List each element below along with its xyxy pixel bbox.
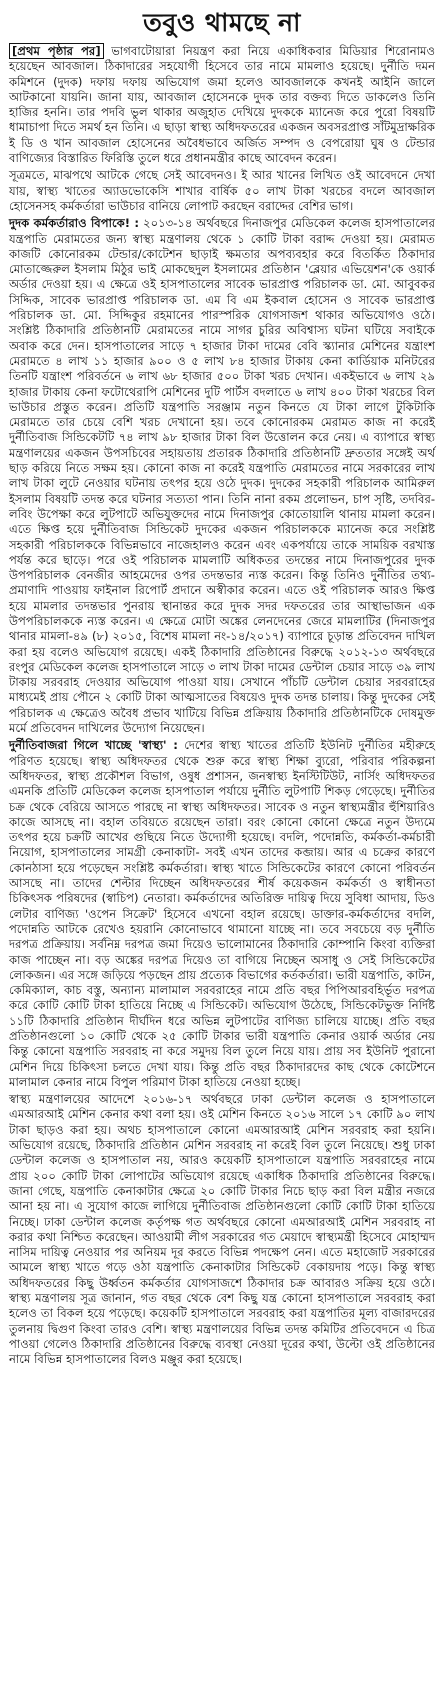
intro-text-2: সূত্রমতে, মাঝপথে আটকে গেছে সেই আবেদনও। ই আর খানের লিখিত ওই আবেদনে দেখা যায়, স্বাস্থ্য খাতের অ্যাডভোকেসি শাখার বার্ষিক ৫০ লাখ টাকা খরচের বদলে আবজাল হোসেনসহ কর্মকর্তারা ভাউচার বানিয়ে লোপাট করছেন বরাদ্দের বেশির ভাগ। <box>9 168 435 213</box>
section-2-paragraph <box>9 738 435 1090</box>
intro-paragraph-1 <box>9 44 435 166</box>
section-1-body: ২০১৩-১৪ অর্থবছরে দিনাজপুর মেডিকেল কলেজ হাসপাতালের যন্ত্রপাতি মেরামতের জন্য স্বাস্থ্য মন্ত্রণালয় থেকে ১ কোটি টাকা বরাদ্দ দেওয়া হয়। মেরামত কাজটি কোনোরকম টেন্ডার/কোটেশন ছাড়াই ক্ষমতার অপব্যবহার করে বিতর্কিত ঠিকাদার মোতাজ্জেরুল ইসলাম মিঠুর ভাই মোকছেদুল ইসলামের প্রতিষ্ঠান 'ব্লেয়ার এভিয়েশন'কে ওয়ার্ক অর্ডার দেওয়া হয়। এ ক্ষেত্রে ওই হাসপাতালের সাবেক ভারপ্রাপ্ত পরিচালক ডা. মো. আবুবকর সিদ্দিক, সাবেক ভারপ্রাপ্ত পরিচালক ডা. এম বি এম ইকবাল হোসেন ও সাবেক ভারপ্রাপ্ত পরিচালক ডা. মো. সিদ্দিকুর রহমানের পারস্পরিক যোগসাজশ থাকার অভিযোগও ওঠে। সংশ্লিষ্ট ঠিকাদারি প্রতিষ্ঠানটি মেরামতের নামে সাগর চুরির অবিশ্বাস্য ঘটনা ঘটিয়ে সবাইকে অবাক করে দেন। হাসপাতালের সাড়ে ৭ হাজার টাকা দামের বেবি স্ক্যানার মেশিনের যন্ত্রাংশ মেরামতে ৪ লাখ ১১ হাজার ৯০০ ও ৫ লাখ ৮৪ হাজার টাকায় কেনা কার্ডিয়াক মনিটরের তিনটি যন্ত্রাংশ পরিবর্তনে ৬ লাখ ৬৮ হাজার ৫০০ টাকা খরচ দেখান। একইভাবে ৬ লাখ ২৯ হাজার টাকায় কেনা ফটোথেরাপি মেশিনের দুটি পার্টস বদলাতে ৬ লাখ ৪০০ টাকা খরচের বিল ভাউচার প্রস্তুত করেন। প্রতিটি যন্ত্রপাতি সরঞ্জাম নতুন কিনতে যে টাকা লাগে টুকিটাকি মেরামতে তার চেয়ে বেশি খরচ দেখানো হয়। তবে কোনোরকম মেরামত কাজ না করেই দুর্নীতিবাজ সিন্ডিকেটটি ৭৪ লাখ ৯৮ হাজার টাকা বিল উত্তোলন করে নেয়। এ ব্যাপারে স্বাস্থ্য মন্ত্রণালয়ের একজন উপসচিবের সহায়তায় প্রতারক ঠিকাদারি প্রতিষ্ঠানটি দ্রুততার সঙ্গেই অর্থ ছাড় করিয়ে নিতে সক্ষম হয়। কোনো কাজ না করেই যন্ত্রপাতি মেরামতের নামে সরকারের লাখ লাখ টাকা লুটে নেওয়ার ঘটনায় তৎপর হয়ে ওঠে দুদক। দুদকের সহকারী পরিচালক আমিরুল ইসলাম বিষয়টি তদন্ত করে ঘটনার সত্যতা পান। তিনি নানা রকম প্রলোভন, চাপ সৃষ্টি, তদবির-লবিং উপেক্ষা করে লুটপাটে অভিযুক্তদের নামে দিনাজপুর কোতোয়ালি থানায় মামলা করেন। এতে ক্ষিপ্ত হয়ে দুর্নীতিবাজ সিন্ডিকেট দুদকের একজন পরিচালককে ম্যানেজ করে সংশ্লিষ্ট সহকারী পরিচালককে বিভিন্নভাবে নাজেহালও করেন এবং একপর্যায়ে তাকে সাময়িক বরখাস্ত পর্যন্ত করে ছাড়ে। পরে ওই পরিচালক মামলাটি অধিকতর তদন্তের নামে দিনাজপুরের দুদক উপপরিচালক বেনজীর আহমেদের ওপর তদন্তভার ন্যস্ত করেন। কিন্তু তিনিও দুর্নীতির তথ্য-প্রমাণাদি পাওয়ায় ফাইনাল রিপোর্ট প্রদানে অস্বীকার করেন। এতে ওই পরিচালক আরও ক্ষিপ্ত হয়ে মামলার তদন্তভার পুনরায় স্থানান্তর করে দুদক সদর দফতরের তার আস্থাভাজন এক উপপরিচালককে ন্যস্ত করেন। এ ক্ষেত্রে মোটা অঙ্কের লেনদেনের জেরে মামলাটির (দিনাজপুর থানার মামলা-৪৯ (৮) ২০১৫, বিশেষ মামলা নং-১৪/২০১৭) ব্যাপারে চূড়ান্ত প্রতিবেদন দাখিল করা হয় বলেও অভিযোগ রয়েছে। একই ঠিকাদারি প্রতিষ্ঠানের বিরুদ্ধে ২০১২-১৩ অর্থবছরে রংপুর মেডিকেল কলেজ হাসপাতালে সাড়ে ৩ লাখ টাকা দামের ডেন্টাল চেয়ার সাড়ে ৩৯ লাখ টাকায় সরবরাহ দেওয়ার অভিযোগ পাওয়া যায়। সেখানে পাঁচটি ডেন্টাল চেয়ার সরবরাহের মাধ্যমেই প্রায় পৌনে ২ কোটি টাকা আত্মসাতের বিষয়েও দুদক তদন্ত চালায়। কিন্তু দুদকের সেই পরিচালক এ ক্ষেত্রেও অবৈধ প্রভাব খাটিয়ে বিভিন্ন প্রক্রিয়ায় ঠিকাদারি প্রতিষ্ঠানটিকে দোষমুক্ত মর্মে প্রতিবেদন দাখিলের উদ্যোগ নিয়েছেন। <box>9 216 436 736</box>
section-2-body: দেশের স্বাস্থ্য খাতের প্রতিটি ইউনিট দুর্নীতির মহীরুহে পরিণত হয়েছে। স্বাস্থ্য অধিদফতর থেকে শুরু করে স্বাস্থ্য শিক্ষা ব্যুরো, পরিবার পরিকল্পনা অধিদফতর, স্বাস্থ্য প্রকৌশল বিভাগ, ওষুধ প্রশাসন, জনস্বাস্থ্য ইনস্টিটিউট, নার্সিং অধিদফতর এমনকি প্রতিটি মেডিকেল কলেজ হাসপাতাল পর্যায়ে দুর্নীতি লুটপাটি শিকড় গেড়েছে। দুর্নীতির চক্র থেকে বেরিয়ে আসতে পারছে না স্বাস্থ্য অধিদফতর। সাবেক ও নতুন স্বাস্থ্যমন্ত্রীর হুঁশিয়ারিও কাজে আসছে না। বহাল তবিয়তে রয়েছেন তারা। বরং কোনো কোনো ক্ষেত্রে নতুন উদ্যমে তৎপর হয়ে চক্রটি আখের গুছিয়ে নিতে উদ্যোগী হয়েছে। বদলি, পদোন্নতি, কর্মকর্তা-কর্মচারী নিয়োগ, হাসপাতালের সামগ্রী কেনাকাটা- সবই এখন তাদের কব্জায়। আর এ চক্রের কারণে কোনঠাসা হয়ে পড়েছেন সংশ্লিষ্ট কর্মকর্তারা। স্বাস্থ্য খাতে সিন্ডিকেটের কারণে কোনো পরিবর্তন আসছে না। তাদের শেল্টার দিচ্ছেন অধিদফতরের শীর্ষ কয়েকজন কর্মকর্তা ও স্বাধীনতা চিকিৎসক পরিষদের (স্বাচিপ) নেতারা। কর্মকর্তাদের অতিরিক্ত দায়িত্ব দিয়ে সুবিধা আদায়, ডিও লেটার বাণিজ্য 'ওপেন সিক্রেট' হিসেবে এখনো বহাল রয়েছে। ডাক্তার-কর্মকর্তাদের বদলি, পদোন্নতি আটকে রেখেও হয়রানি কোনোভাবে থামানো যাচ্ছে না। তবে সবচেয়ে বড় দুর্নীতি দরপত্র প্রক্রিয়ায়। সর্বনিম্ন দরপত্র জমা দিয়েও ভালোমানের ঠিকাদারি কোম্পানি কিংবা ব্যক্তিরা কাজ পাচ্ছেন না। বড় অঙ্কের দরপত্র দিয়েও তা বাগিয়ে নিচ্ছেন অসাধু ও সেই সিন্ডিকেটের লোকজন। এর সঙ্গে জড়িয়ে পড়ছেন প্রায় প্রত্যেক বিভাগের কর্তকর্তারা। ভারী যন্ত্রপাতি, কাটন, কেমিক্যাল, কাচ বস্তু, অন্যান্য মালামাল সরবরাহের নামে প্রতি বছর পিপিআরবহির্ভূত দরপত্র করে কোটি কোটি টাকা হাতিয়ে নিচ্ছে এ সিন্ডিকেট। অভিযোগ উঠেছে, সিন্ডিকেটভুক্ত নির্দিষ্ট ১১টি ঠিকাদারি প্রতিষ্ঠান দীর্ঘদিন ধরে অভিন্ন লুটপাটের বাণিজ্য চালিয়ে যাচ্ছে। প্রতি বছর প্রতিষ্ঠানগুলো ১০ কোটি থেকে ২৫ কোটি টাকার ভারী যন্ত্রপাতি কেনার ওয়ার্ক অর্ডার নেয় কিন্তু কোনো যন্ত্রপাতি সরবরাহ না করে সমুদয় বিল তুলে নিয়ে যায়। প্রায় সব ইউনিট পুরানো মেশিন দিয়ে চিকিৎসা চলতে দেখা যায়। কিন্তু প্রতি বছর ঠিকাদারদের কাছ থেকে কোটেশনে মালামাল কেনার নামে বিপুল পরিমাণ টাকা হাতিয়ে নেওয়া হচ্ছে। <box>9 738 435 1089</box>
section-1-heading: দুদক কর্মকর্তারাও বিপাকে! : <box>9 216 140 231</box>
intro-paragraph-2 <box>9 168 435 214</box>
headline: তবুও থামছে না <box>143 8 301 37</box>
intro-text-1: ভাগবাটোয়ারা নিয়ন্ত্রণ করা নিয়ে একাধিকবার মিডিয়ার শিরোনামও হয়েছেন আবজাল। ঠিকাদারের সহযোগী হিসেবে তার নামে মামলাও হয়েছে। দুর্নীতি দমন কমিশনে (দুদক) দফায় দফায় অভিযোগ জমা হলেও আবজালকে কখনই আইনি জালে আটকানো যায়নি। জানা যায়, আবজাল হোসেনকে দুদক তার বক্তব্য দিতে ডাকলেও তিনি হাজির হননি। তার পদবি ভুল থাকার অজুহাত দেখিয়ে দুদককে ম্যানেজ করে পুরো বিষয়টি ধামাচাপা দিতে সমর্থ হন তিনি। এ ছাড়া স্বাস্থ্য অধিদফতরের একজন অবসরপ্রাপ্ত সাঁটমুদ্রাক্ষরিক ই ডি ও খান আবজাল হোসেনের অবৈধভাবে অর্জিত সম্পদ ও বেপরোয়া ঘুষ ও টেন্ডার বাণিজ্যের বিস্তারিত ফিরিস্তি তুলে ধরে প্রধানমন্ত্রীর কাছে আবেদন করেন। <box>9 44 435 166</box>
front-page-continuation-tag: [প্রথম পৃষ্ঠার পর] <box>9 43 104 59</box>
section-1-paragraph <box>9 216 435 736</box>
paragraph-3-text: স্বাস্থ্য মন্ত্রণালয়ের আদেশে ২০১৬-১৭ অর্থবছরে ঢাকা ডেন্টাল কলেজ ও হাসপাতালে এমআরআই মেশিন কেনার কথা বলা হয়। ওই মেশিন কিনতে ২০১৬ সালে ১৭ কোটি ৯০ লাখ টাকা ছাড়ও করা হয়। অথচ হাসপাতালে কোনো এমআরআই মেশিন সরবরাহ করা হয়নি। অভিযোগ রয়েছে, ঠিকাদারি প্রতিষ্ঠান মেশিন সরবরাহ না করেই বিল তুলে নিয়েছে। শুধু ঢাকা ডেন্টাল কলেজ ও হাসপাতাল নয়, আরও কয়েকটি হাসপাতালে যন্ত্রপাতি সরবরাহের নামে প্রায় ২০০ কোটি টাকা লোপাটের অভিযোগ রয়েছে একাধিক ঠিকাদারি প্রতিষ্ঠানের বিরুদ্ধে। জানা গেছে, যন্ত্রপাতি কেনাকাটার ক্ষেত্রে ২০ কোটি টাকার নিচে ছাড় করা বিল মন্ত্রীর নজরে আনা হয় না। এ সুযোগ কাজে লাগিয়ে দুর্নীতিবাজ প্রতিষ্ঠানগুলো কোটি কোটি টাকা হাতিয়ে নিচ্ছে। ঢাকা ডেন্টাল কলেজ কর্তৃপক্ষ গত অর্থবছরে কোনো এমআরআই মেশিন সরবরাহ না করার কথা নিশ্চিত করেছেন। আওয়ামী লীগ সরকারের গত মেয়াদে স্বাস্থ্যমন্ত্রী হিসেবে মোহাম্মদ নাসিম দায়িত্ব নেওয়ার পর অনিয়ম দূর করতে বিভিন্ন পদক্ষেপ নেন। এতে মহাজোট সরকারের আমলে স্বাস্থ্য খাতে গড়ে ওঠা যন্ত্রপাতি কেনাকাটার সিন্ডিকেট বেকায়দায় পড়ে। কিন্তু স্বাস্থ্য অধিদফতরের কিছু উর্ধ্বতন কর্মকর্তার যোগসাজশে ঠিকাদার চক্র আবারও সক্রিয় হয়ে ওঠে। স্বাস্থ্য মন্ত্রণালয় সূত্র জানান, গত বছর থেকে বেশ কিছু যন্ত্র কোনো হাসপাতালে সরবরাহ করা হলেও তা বিকল হয়ে পড়েছে। কয়েকটি হাসপাতালে সরবরাহ করা যন্ত্রপাতির মূল্য বাজারদরের তুলনায় দ্বিগুণ কিংবা তারও বেশি। স্বাস্থ্য মন্ত্রণালয়ের বিভিন্ন তদন্ত কমিটির প্রতিবেদনে এ চিত্র পাওয়া গেলেও ঠিকাদারি প্রতিষ্ঠানের বিরুদ্ধে ব্যবস্থা নেওয়া দূরের কথা, উল্টো ওই প্রতিষ্ঠানের নামে বিভিন্ন হাসপাতালের বিলও মঞ্জুর করা হয়েছে। <box>9 1092 435 1367</box>
section-2-heading: দুর্নীতিবাজরা গিলে খাচ্ছে 'স্বাস্থ্য' : <box>9 738 178 753</box>
paragraph-3 <box>9 1092 435 1367</box>
